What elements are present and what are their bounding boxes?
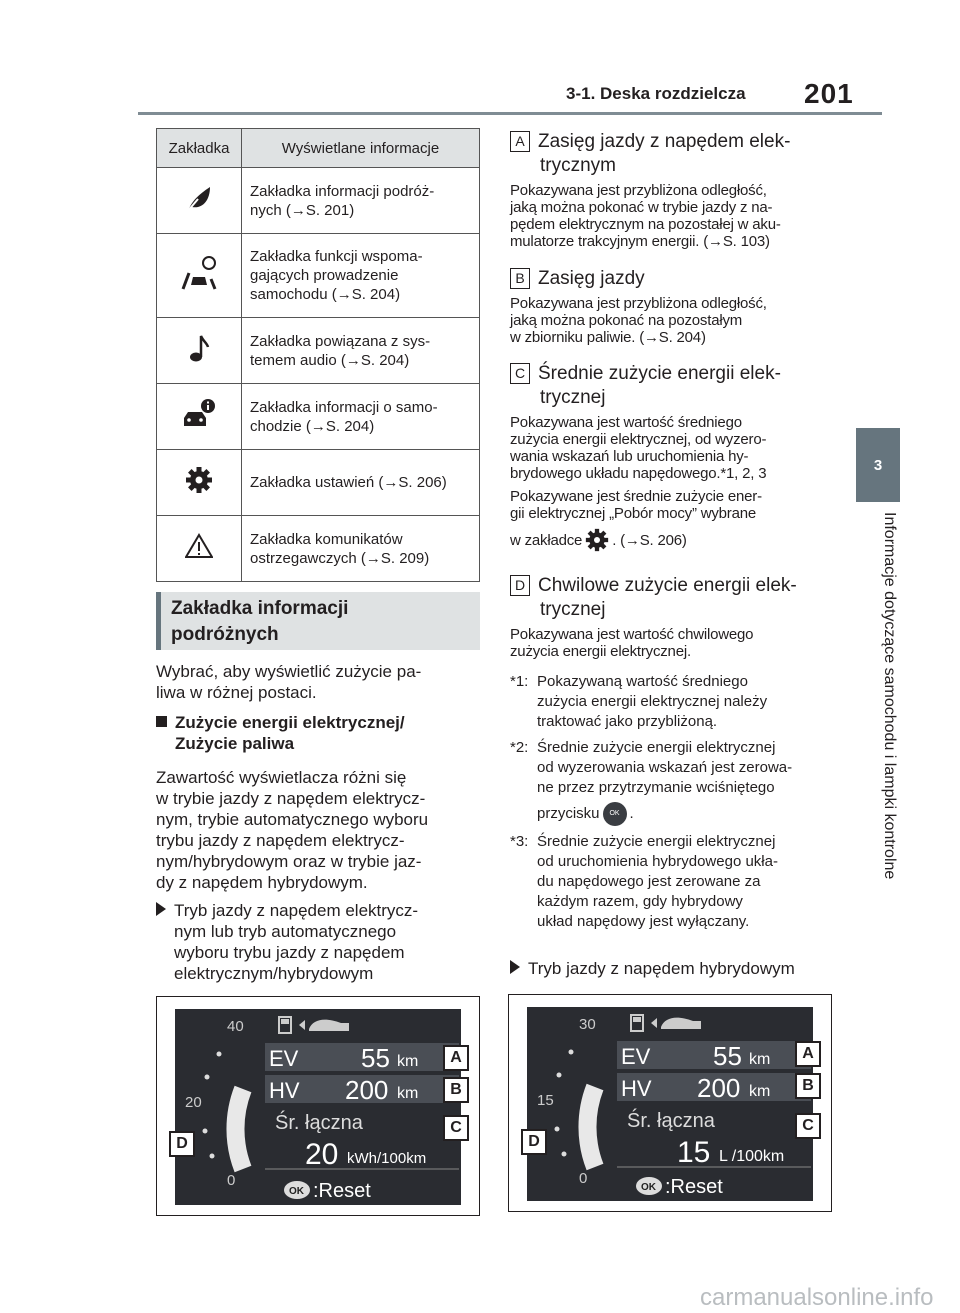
item-text: brydowego układu napędowego.*1, 2, 3: [510, 465, 767, 482]
average-value: 20: [305, 1138, 339, 1171]
ev-label: EV: [269, 1046, 299, 1071]
sub-heading-line: Zużycie energii elektrycznej/: [175, 713, 405, 732]
item-heading: trycznej: [540, 599, 606, 620]
gauge-tick-bottom: 0: [579, 1170, 588, 1187]
display-figure-hybrid: [508, 994, 832, 1212]
triangle-bullet-icon: [510, 960, 520, 974]
tabs-table: [156, 128, 480, 582]
ev-label: EV: [621, 1044, 651, 1069]
display-figure-ev: [156, 996, 480, 1216]
callout-b: B: [795, 1073, 821, 1099]
item-d: [510, 574, 840, 660]
warning-icon: [157, 516, 242, 582]
item-heading: trycznej: [540, 387, 606, 408]
row-text: Zakładka informacji podróż- nych (→S. 201): [250, 182, 435, 219]
gear-icon: [157, 450, 242, 516]
mode-heading-ev: [156, 900, 486, 984]
table-row: [242, 318, 480, 384]
item-heading: Zasięg jazdy z napędem elek-: [538, 131, 791, 152]
sub-heading: [156, 712, 486, 754]
footnote-marker: *2:: [510, 739, 529, 756]
triangle-bullet-icon: [156, 902, 166, 916]
ok-button-icon: OK: [603, 802, 627, 826]
footnote-text: du napędowego jest zerowane za: [537, 873, 761, 890]
row-text: Zakładka informacji o samo- chodzie (→S. 204): [250, 398, 438, 435]
chapter-tab[interactable]: 3: [856, 428, 900, 502]
ok-icon: OK: [289, 1186, 304, 1197]
footnote-text: każdym razem, gdy hybrydowy: [537, 893, 743, 910]
footnote-text: ne przez przytrzymanie wciśniętego: [537, 779, 775, 796]
body-line: trybu jazdy z napędem elektrycz-: [156, 831, 405, 850]
body-paragraph: [156, 767, 486, 893]
gauge-tick-mid: 20: [185, 1094, 202, 1111]
table-row: [242, 450, 480, 516]
mode-line: Tryb jazdy z napędem elektrycz-: [174, 901, 419, 920]
square-bullet-icon: [156, 716, 167, 727]
item-text: jaką można pokonać na pozostałym: [510, 312, 743, 329]
label-a: A: [510, 131, 530, 152]
row-text: Zakładka ustawień (→S. 206): [250, 474, 447, 491]
reset-label: :Reset: [665, 1176, 723, 1198]
page-number: 201: [804, 78, 854, 109]
average-unit: L /100km: [719, 1148, 785, 1165]
section-header: 3-1. Deska rozdzielcza: [566, 84, 746, 103]
callout-c: C: [795, 1113, 821, 1139]
item-text: Pokazywana jest wartość średniego: [510, 414, 742, 431]
hv-value: 200: [345, 1075, 389, 1105]
ev-value: 55: [361, 1043, 390, 1073]
ok-icon: OK: [641, 1182, 656, 1193]
callout-c: C: [443, 1115, 469, 1141]
row-text: Zakładka komunikatów ostrzegawczych (→S. 209): [250, 530, 430, 567]
item-text: Pokazywana jest przybliżona odległość,: [510, 295, 767, 312]
music-note-icon: [157, 318, 242, 384]
mode-line: wyboru trybu jazdy z napędem: [174, 943, 405, 962]
intro-paragraph: [156, 661, 486, 703]
callout-d: D: [521, 1129, 547, 1155]
item-text: zużycia energii elektrycznej.: [510, 643, 691, 660]
ev-unit: km: [397, 1053, 419, 1070]
item-text: zużycia energii elektrycznej, od wyzero-: [510, 431, 767, 448]
item-heading: trycznym: [540, 155, 616, 176]
footnote-text: Pokazywaną wartość średniego: [537, 673, 748, 690]
item-b: [510, 267, 840, 346]
item-text: pędem elektrycznym na pozostałej w aku-: [510, 216, 781, 233]
sub-heading-line: Zużycie paliwa: [175, 734, 295, 753]
hv-unit: km: [397, 1085, 419, 1102]
item-text: Pokazywane jest średnie zużycie ener-: [510, 488, 762, 505]
label-c: C: [510, 363, 530, 384]
item-text: . (→S. 206): [612, 531, 687, 549]
header-rule: [138, 112, 882, 115]
body-line: w trybie jazdy z napędem elektrycz-: [156, 789, 426, 808]
footnote-marker: *1:: [510, 673, 529, 690]
row-text: Zakładka powiązana z sys- temem audio (→S. 204): [250, 332, 431, 369]
section-heading-line1: Zakładka informacji: [171, 598, 349, 619]
mode-line: Tryb jazdy z napędem hybrydowym: [528, 959, 795, 978]
item-text: Pokazywana jest przybliżona odległość,: [510, 182, 767, 199]
section-heading: [156, 592, 480, 650]
body-line: nym/hybrydowym oraz w trybie jaz-: [156, 852, 422, 871]
table-row: [242, 234, 480, 318]
intro-line: liwa w różnej postaci.: [156, 683, 317, 702]
table-row: [242, 384, 480, 450]
average-unit: kWh/100km: [347, 1150, 427, 1167]
display-screen: [527, 1007, 813, 1201]
body-line: Zawartość wyświetlacza różni się: [156, 768, 407, 787]
gauge-tick-mid: 15: [537, 1092, 554, 1109]
footnote-text: traktować jako przybliżoną.: [537, 713, 718, 730]
leaf-icon: [157, 168, 242, 234]
footnote-text: zużycia energii elektrycznej należy: [537, 693, 768, 710]
item-a: [510, 130, 840, 250]
label-d: D: [510, 575, 530, 596]
hv-value: 200: [697, 1073, 741, 1103]
display-screen: [175, 1009, 461, 1205]
item-text: w zbiorniku paliwie. (→S. 204): [510, 329, 706, 346]
item-text: gii elektrycznej „Pobór mocy” wybrane: [510, 505, 757, 522]
mode-line: nym lub tryb automatycznego: [174, 922, 397, 941]
hv-label: HV: [269, 1078, 300, 1103]
ev-value: 55: [713, 1041, 742, 1071]
item-c: [510, 362, 840, 552]
watermark: carmanualsonline.info: [700, 1284, 934, 1311]
footnotes: [510, 672, 840, 932]
item-heading: Zasięg jazdy: [538, 268, 645, 289]
hv-unit: km: [749, 1083, 771, 1100]
item-heading: Chwilowe zużycie energii elek-: [538, 575, 797, 596]
table-row: [242, 168, 480, 234]
driver-assist-icon: [157, 234, 242, 318]
mode-line: elektrycznym/hybrydowym: [174, 964, 374, 983]
ev-unit: km: [749, 1051, 771, 1068]
item-text: Pokazywana jest wartość chwilowego: [510, 626, 754, 643]
callout-a: A: [795, 1041, 821, 1067]
footnote-text: Średnie zużycie energii elektrycznej: [537, 739, 776, 756]
footnote-text: przycisku: [537, 805, 600, 822]
footnote-text: układ napędowy jest wyłączany.: [537, 913, 750, 930]
label-b: B: [510, 268, 530, 289]
body-line: dy z napędem hybrydowym.: [156, 873, 368, 892]
gauge-tick-top: 30: [579, 1016, 596, 1033]
hv-label: HV: [621, 1076, 652, 1101]
mode-heading-hybrid: [510, 958, 850, 979]
footnote-text: Średnie zużycie energii elektrycznej: [537, 833, 776, 850]
callout-a: A: [443, 1045, 469, 1071]
body-line: nym, trybie automatycznego wyboru: [156, 810, 429, 829]
gauge-tick-bottom: 0: [227, 1172, 236, 1189]
average-value: 15: [677, 1136, 711, 1169]
gear-icon: [585, 528, 609, 552]
average-label: Śr. łączna: [275, 1112, 363, 1134]
footnote-marker: *3:: [510, 833, 529, 850]
item-text: w zakładce: [510, 531, 583, 549]
intro-line: Wybrać, aby wyświetlić zużycie pa-: [156, 662, 422, 681]
table-header-info: Wyświetlane informacje: [242, 129, 480, 168]
section-heading-line2: podróżnych: [171, 624, 279, 645]
chapter-title: Informacje dotyczące samochodu i lampki kontrolne: [881, 512, 898, 880]
table-header-tab: Zakładka: [157, 129, 242, 168]
footnote-text: od wyzerowania wskazań jest zerowa-: [537, 759, 793, 776]
item-text: wania wskazań lub uruchomienia hy-: [510, 448, 749, 465]
footnote-text: od uruchomienia hybrydowego ukła-: [537, 853, 778, 870]
gauge-tick-top: 40: [227, 1018, 244, 1035]
footnote-text: .: [629, 805, 634, 822]
item-text: mulatorze trakcyjnym energii. (→S. 103): [510, 233, 770, 250]
reset-label: :Reset: [313, 1180, 371, 1202]
car-info-icon: [157, 384, 242, 450]
item-text: jaką można pokonać w trybie jazdy z na-: [510, 199, 773, 216]
average-label: Śr. łączna: [627, 1110, 715, 1132]
item-heading: Średnie zużycie energii elek-: [538, 363, 781, 384]
callout-b: B: [443, 1077, 469, 1103]
callout-d: D: [169, 1131, 195, 1157]
row-text: Zakładka funkcji wspoma- gających prowadzenie samochodu (→S. 204): [250, 248, 423, 303]
table-row: [242, 516, 480, 582]
